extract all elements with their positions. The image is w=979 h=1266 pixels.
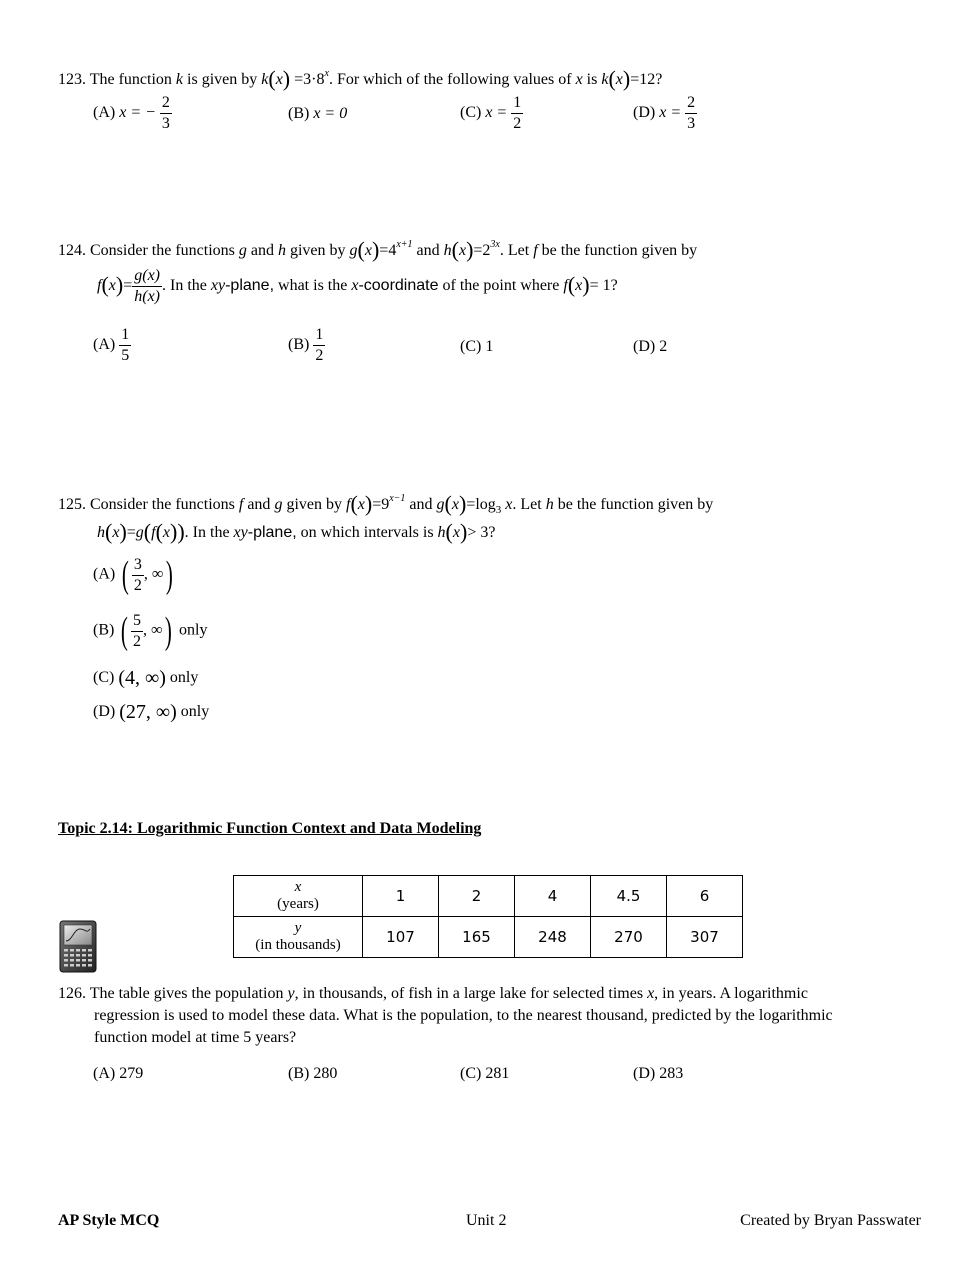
table-row: [234, 876, 743, 917]
table-cell: 1: [363, 876, 439, 917]
table-cell: 4.5: [591, 876, 667, 917]
topic-heading: Topic 2.14: Logarithmic Function Context and Data Modeling: [58, 820, 482, 837]
q126-option-d[interactable]: (D) 283: [633, 1065, 684, 1082]
question-124-stem-line1: 124. Consider the functions g and h given by $g(x)=4^{x+1}$ and $h(x)=2^{3x}$. Let f be the function given by: [58, 237, 698, 262]
q123-option-b[interactable]: (B) x = 0: [288, 105, 348, 122]
question-125-stem-line1: 125. Consider the functions f and g given by $f(x)=9^{x-1}$ and $g(x)=\log_3$ x. Let h be the function given by: [58, 491, 714, 516]
footer-right: Created by Bryan Passwater: [740, 1212, 921, 1229]
q125-option-b[interactable]: (B) ( $\frac{5}{2}$ , ∞) only: [93, 610, 208, 652]
table-cell: 6: [667, 876, 743, 917]
data-table: [233, 875, 743, 958]
q125-option-d[interactable]: (D) (27, ∞) only: [93, 701, 210, 723]
calculator-icon: [59, 920, 97, 973]
q124-option-b[interactable]: (B) $\frac{1}{2}$: [288, 326, 324, 364]
table-cell: 270: [591, 917, 667, 958]
q125-option-c[interactable]: (C) (4, ∞) only: [93, 667, 199, 689]
q124-option-a[interactable]: (A) $\frac{1}{5}$: [93, 326, 130, 364]
q125-option-a[interactable]: (A) ( $\frac{3}{2}$ , ∞): [93, 554, 174, 596]
q126-option-c[interactable]: (C) 281: [460, 1065, 510, 1082]
table-header-x: x (years): [234, 876, 363, 917]
question-125-stem-line2: h(x)=g(f(x)). In the xy-plane, on which intervals is h(x)> 3?: [97, 519, 496, 544]
question-123-stem: 123. The function k is given by $k(x) =3\cdot 8^x$. For which of the following values of x is k(x)=12?: [58, 66, 663, 91]
table-cell: 2: [439, 876, 515, 917]
q126-option-b[interactable]: (B) 280: [288, 1065, 338, 1082]
table-row: [234, 917, 743, 958]
q124-option-d[interactable]: (D) 2: [633, 338, 668, 355]
q124-option-c[interactable]: (C) 1: [460, 338, 494, 355]
table-cell: 248: [515, 917, 591, 958]
table-cell: 107: [363, 917, 439, 958]
q126-option-a[interactable]: (A) 279: [93, 1065, 144, 1082]
table-cell: 4: [515, 876, 591, 917]
table-cell: 165: [439, 917, 515, 958]
footer-left: AP Style MCQ: [58, 1212, 160, 1229]
q123-option-d[interactable]: (D) x = $\frac{2}{3}$: [633, 94, 696, 132]
q123-option-a[interactable]: (A) x = − $\frac{2}{3}$: [93, 94, 170, 132]
table-cell: 307: [667, 917, 743, 958]
question-124-stem-line2: f(x)= $\frac{g(x)}{h(x)}$ . In the xy-plane, what is the x-coordinate of the point where f(x)= 1?: [97, 267, 618, 305]
q123-option-c[interactable]: (C) x = $\frac{1}{2}$: [460, 94, 522, 132]
table-header-y: y (in thousands): [234, 917, 363, 958]
footer-center: Unit 2: [466, 1212, 507, 1229]
question-126-stem: 126. The table gives the population y, in thousands, of fish in a large lake for selected times x, in years. A logarithmic regression is used to model these data. What is the population, to the nearest thousand, predicted by the logarithmic function model at time 5 years?: [58, 985, 833, 1046]
